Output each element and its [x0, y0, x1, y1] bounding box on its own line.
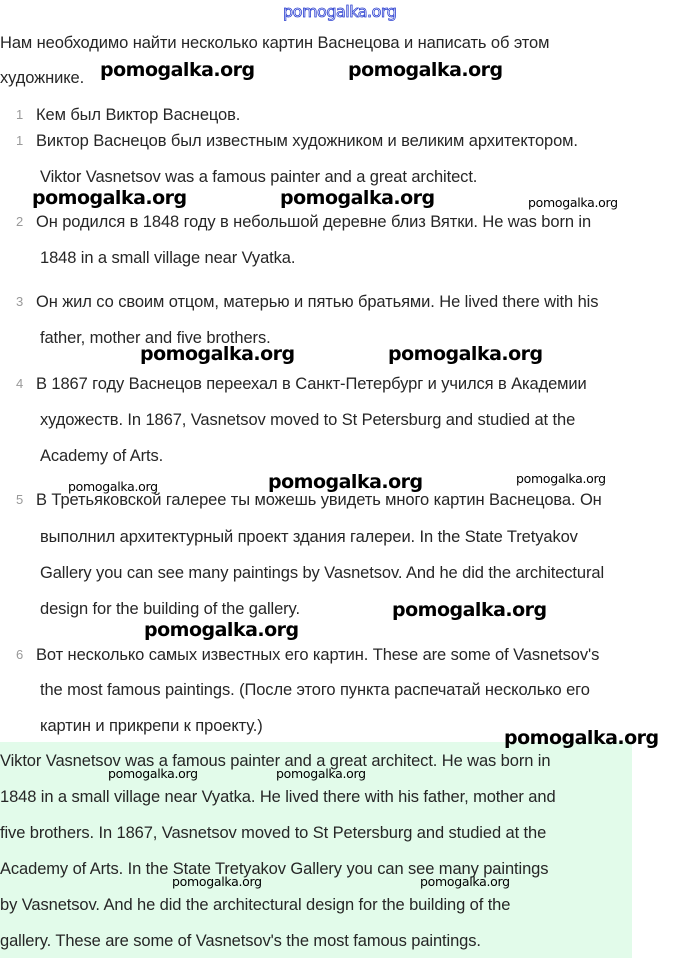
item-line: design for the building of the gallery.: [40, 600, 300, 618]
watermark: pomogalka.org: [100, 59, 255, 81]
item-line: father, mother and five brothers.: [40, 329, 271, 347]
watermark: pomogalka.org: [516, 471, 606, 486]
item-line: В 1867 году Васнецов переехал в Санкт-Петербург и учился в Академии: [36, 375, 587, 393]
item-number: 4: [16, 376, 24, 391]
watermark: pomogalka.org: [268, 471, 423, 493]
item-number: 5: [16, 492, 24, 507]
item-line: В Третьяковской галерее ты можешь увидеть много картин Васнецова. Он: [36, 491, 602, 509]
item-line: the most famous paintings. (После этого пункта распечатай несколько его: [40, 681, 590, 699]
watermark: pomogalka.org: [276, 766, 366, 781]
intro-line: художнике.: [0, 69, 85, 87]
item-line: Он родился в 1848 году в небольшой деревне близ Вятки. He was born in: [36, 213, 592, 231]
summary-line: Academy of Arts. In the State Tretyakov Gallery you can see many paintings: [0, 860, 549, 878]
watermark: pomogalka.org: [280, 187, 435, 209]
summary-line: Viktor Vasnetsov was a famous painter and a great architect. He was born in: [0, 752, 551, 770]
item-number: 3: [16, 294, 24, 309]
item-number: 6: [16, 647, 24, 662]
item-line: Viktor Vasnetsov was a famous painter and a great architect.: [40, 168, 478, 186]
item-line: Academy of Arts.: [40, 447, 164, 465]
item-line: Кем был Виктор Васнецов.: [36, 106, 241, 124]
watermark: pomogalka.org: [32, 187, 187, 209]
item-line: Gallery you can see many paintings by Vasnetsov. And he did the architectural: [40, 564, 605, 582]
item-line: выполнил архитектурный проект здания галереи. In the State Tretyakov: [40, 528, 578, 546]
watermark: pomogalka.org: [420, 874, 510, 889]
watermark: pomogalka.org: [283, 2, 397, 21]
watermark: pomogalka.org: [108, 766, 198, 781]
summary-line: five brothers. In 1867, Vasnetsov moved to St Petersburg and studied at the: [0, 824, 547, 842]
item-line: Виктор Васнецов был известным художником и великим архитектором.: [36, 132, 578, 150]
watermark: pomogalka.org: [528, 195, 618, 210]
watermark: pomogalka.org: [388, 343, 543, 365]
watermark: pomogalka.org: [348, 59, 503, 81]
summary-line: 1848 in a small village near Vyatka. He lived there with his father, mother and: [0, 788, 556, 806]
item-line: Он жил со своим отцом, матерью и пятью братьями. He lived there with his: [36, 293, 599, 311]
item-line: Вот несколько самых известных его картин. These are some of Vasnetsov's: [36, 646, 600, 664]
item-number: 2: [16, 214, 24, 229]
item-line: картин и прикрепи к проекту.): [40, 717, 263, 735]
watermark: pomogalka.org: [140, 343, 295, 365]
watermark: pomogalka.org: [504, 727, 659, 749]
item-number: 1: [16, 107, 24, 122]
watermark: pomogalka.org: [392, 599, 547, 621]
watermark: pomogalka.org: [68, 479, 158, 494]
item-line: художеств. In 1867, Vasnetsov moved to St Petersburg and studied at the: [40, 411, 576, 429]
summary-line: by Vasnetsov. And he did the architectural design for the building of the: [0, 896, 511, 914]
intro-line: Нам необходимо найти несколько картин Васнецова и написать об этом: [0, 34, 550, 52]
watermark: pomogalka.org: [144, 619, 299, 641]
summary-line: gallery. These are some of Vasnetsov's the most famous paintings.: [0, 932, 481, 950]
item-number: 1: [16, 133, 24, 148]
item-line: 1848 in a small village near Vyatka.: [40, 249, 296, 267]
watermark: pomogalka.org: [172, 874, 262, 889]
